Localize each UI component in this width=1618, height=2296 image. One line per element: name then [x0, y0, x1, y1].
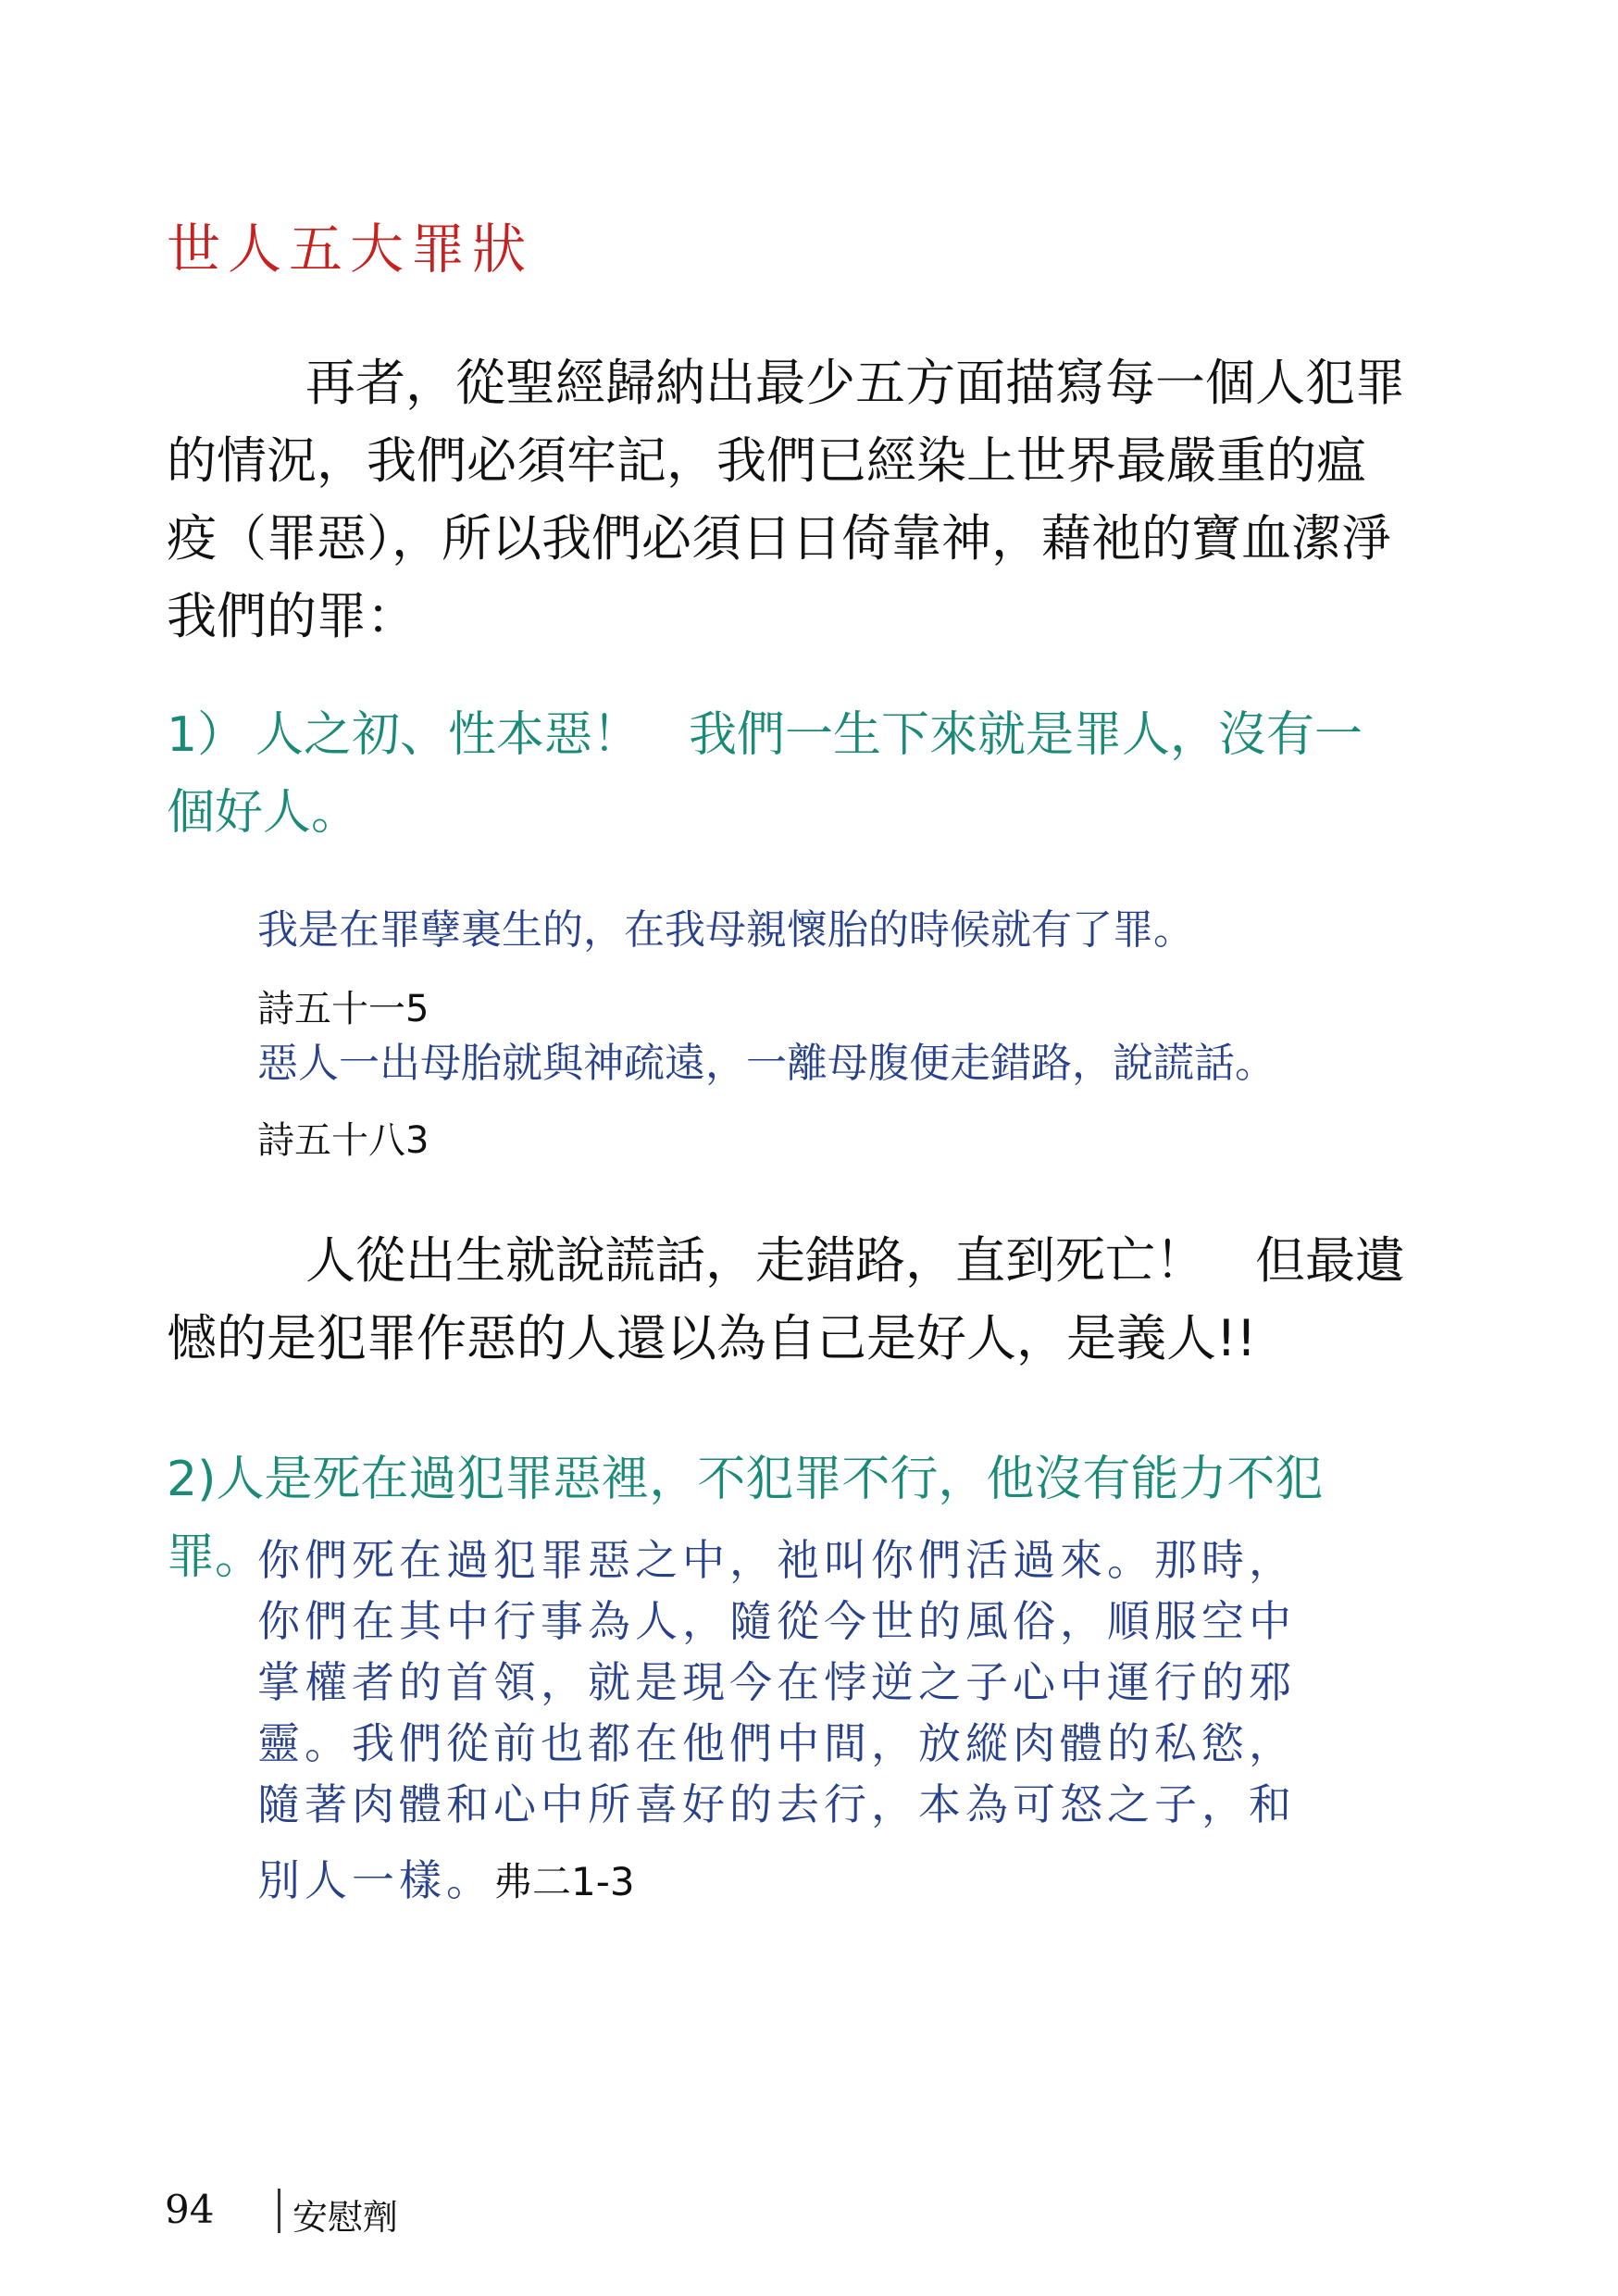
footer-divider: [278, 2189, 280, 2233]
second-paragraph: [167, 1222, 1407, 1378]
point-2-number: 2): [167, 1452, 217, 1507]
book-title: 安慰劑: [292, 2197, 399, 2238]
verse-1-text: 我是在罪孽裏生的，在我母親懷胎的時候就有了罪。: [257, 906, 1194, 954]
verse-3-line: 掌權者的首領，就是現今在悖逆之子心中運行的邪: [257, 1657, 1296, 1707]
verse-3-line: 靈。我們從前也都在他們中間，放縱肉體的私慾，: [257, 1718, 1296, 1768]
page-number: 94: [165, 2187, 215, 2232]
verse-1-reference: 詩五十一5: [257, 988, 429, 1030]
verse-3-line: 隨著肉體和心中所喜好的去行，本為可怒之子，和: [257, 1779, 1296, 1829]
section-title: 世人五大罪狀: [167, 218, 534, 281]
point-1-number: 1）: [167, 707, 246, 763]
verse-3-last-line-text: 別人一樣。: [257, 1855, 493, 1905]
intro-paragraph: [167, 344, 1407, 655]
second-paragraph-text: 人從出生就說謊話，走錯路，直到死亡！ 但最遺憾的是犯罪作惡的人還以為自己是好人，是義人!!: [167, 1231, 1405, 1367]
verse-3-line: 你們在其中行事為人，隨從今世的風俗，順服空中: [257, 1596, 1296, 1646]
verse-3-reference: 弗二1-3: [493, 1859, 635, 1904]
point-2-text: 人是死在過犯罪惡裡，不犯罪不行，他沒有能力不犯罪。: [167, 1452, 1324, 1585]
verse-3-line: 你們死在過犯罪惡之中，祂叫你們活過來。那時，: [257, 1535, 1296, 1585]
verse-3-block: [257, 1529, 1405, 1913]
verse-2-reference: 詩五十八3: [257, 1119, 429, 1162]
verse-3-last-line: [257, 1850, 1405, 1913]
point-1: [167, 696, 1407, 852]
verse-2-text: 惡人一出母胎就與神疏遠，一離母腹便走錯路，說謊話。: [257, 1040, 1276, 1087]
intro-paragraph-text: 再者，從聖經歸納出最少五方面描寫每一個人犯罪的情況，我們必須牢記，我們已經染上世界最嚴重的瘟疫（罪惡），所以我們必須日日倚靠神，藉祂的寶血潔淨我們的罪：: [167, 354, 1405, 645]
point-1-text: 人之初、性本惡！ 我們一生下來就是罪人，沒有一個好人。: [167, 707, 1363, 841]
